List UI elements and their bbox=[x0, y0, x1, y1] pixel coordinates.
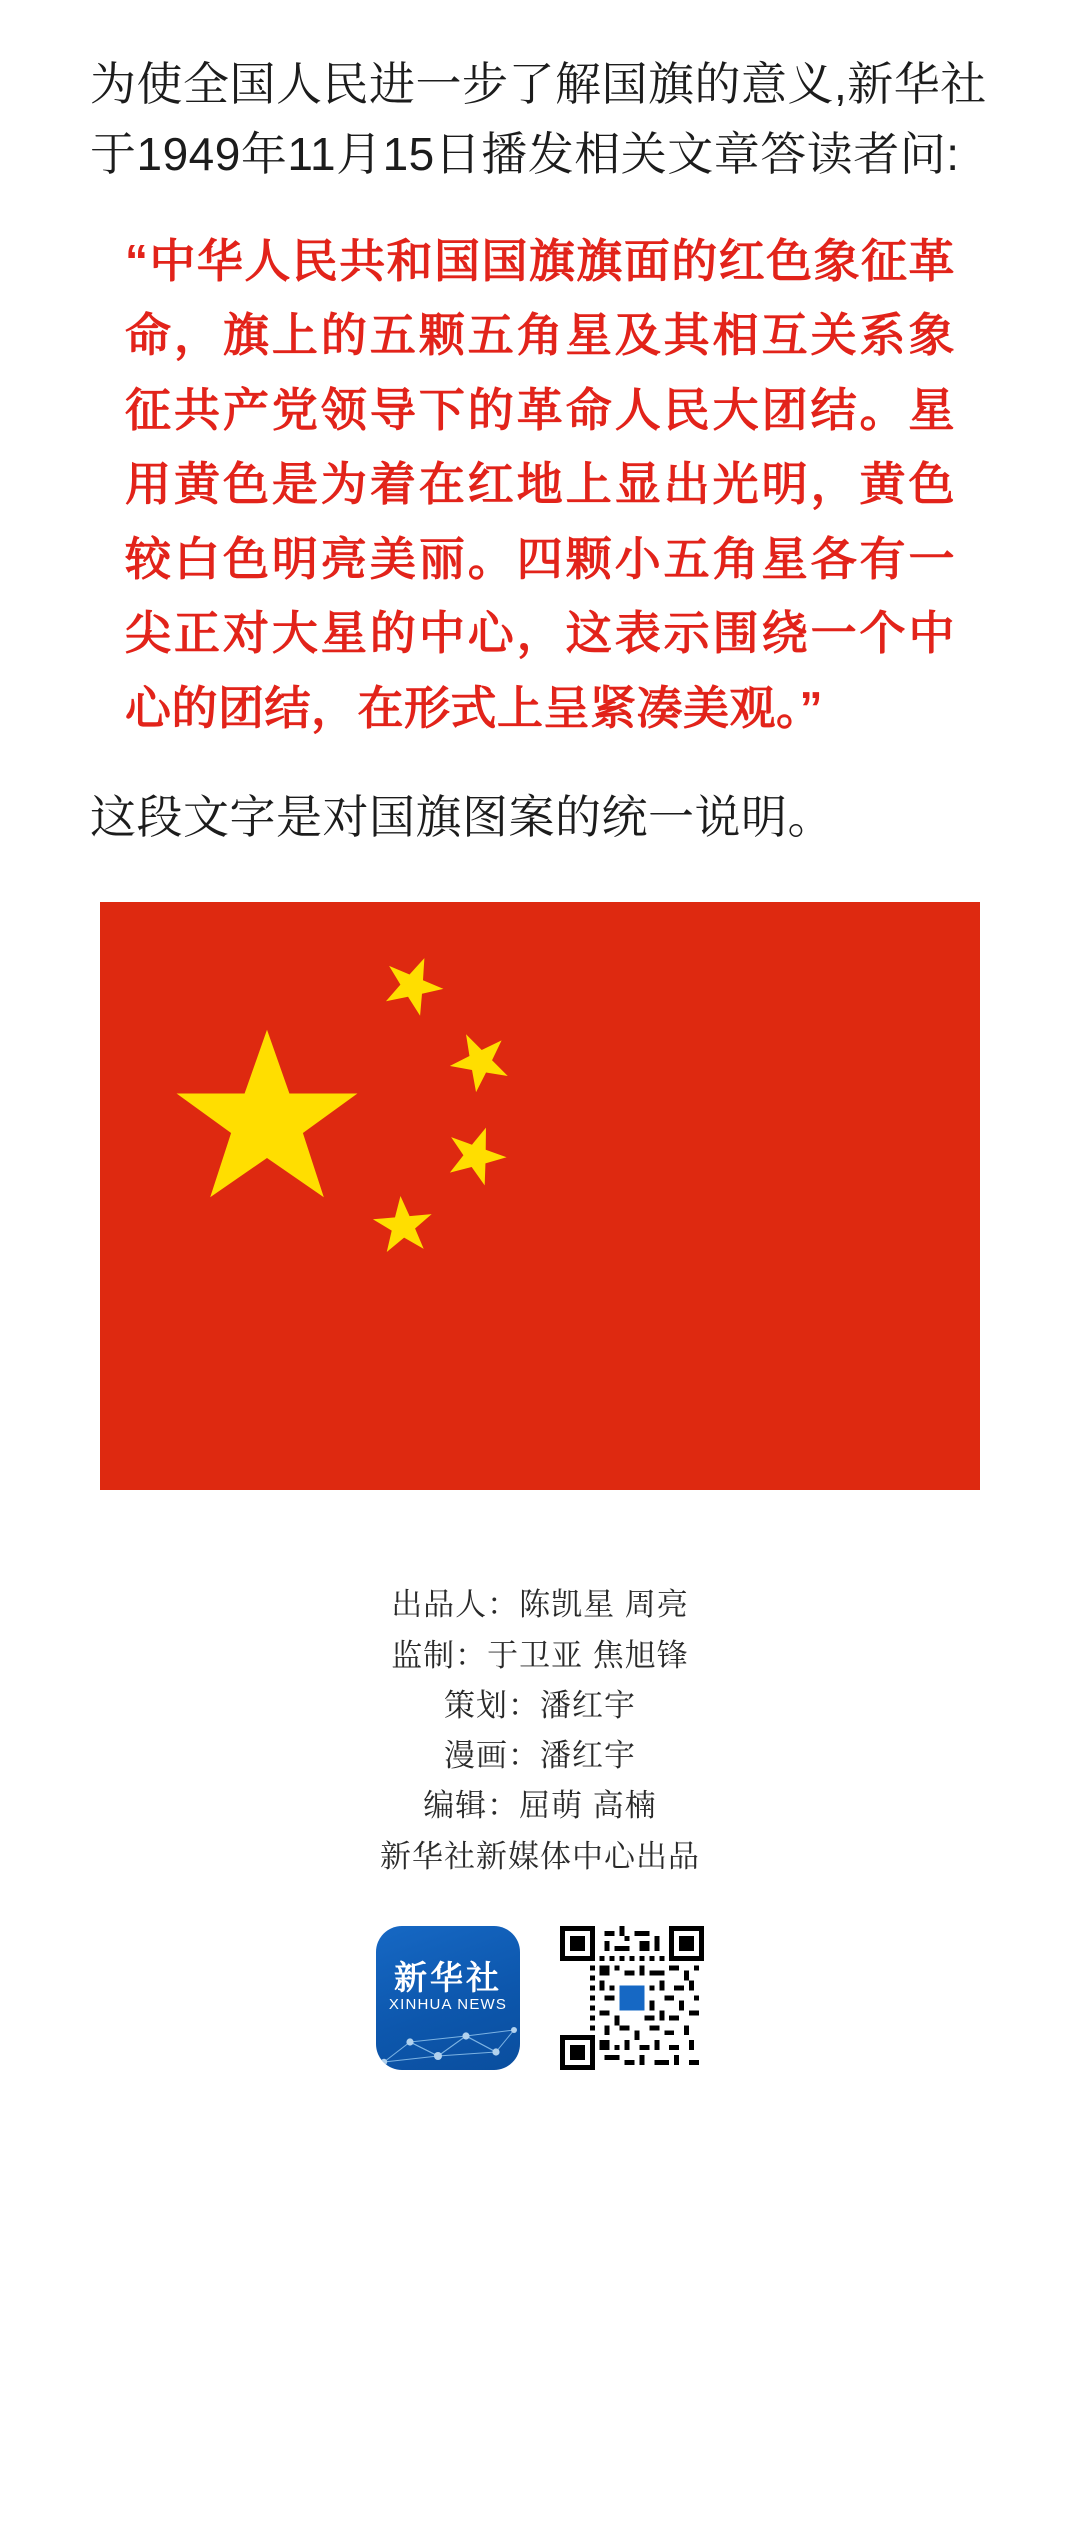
qr-code[interactable] bbox=[560, 1926, 704, 2070]
credits-block bbox=[90, 1580, 990, 1881]
flag-small-star-1 bbox=[382, 954, 444, 1016]
qr-code-image bbox=[560, 1926, 704, 2070]
credit-line: 漫画：潘红宇 bbox=[444, 1738, 636, 1774]
credit-line: 策划：潘红宇 bbox=[444, 1687, 636, 1723]
xinhua-logo-cn: 新华社 bbox=[394, 1958, 502, 1996]
xinhua-logo bbox=[376, 1926, 520, 2070]
closing-paragraph: 这段文字是对国旗图案的统一说明。 bbox=[90, 791, 834, 844]
credit-line: 监制：于卫亚 焦旭锋 bbox=[391, 1637, 689, 1673]
credit-line: 编辑：屈萌 高楠 bbox=[423, 1788, 657, 1824]
network-graphic-icon bbox=[376, 2012, 520, 2070]
footer-logo-row bbox=[260, 1926, 820, 2140]
credit-line: 出品人：陈凯星 周亮 bbox=[391, 1587, 689, 1623]
quoted-statement: “中华人民共和国国旗旗面的红色象征革命，旗上的五颗五角星及其相互关系象征共产党领导下的革命人民大团结。星用黄色是为着在红地上显出光明，黄色较白色明亮美丽。四颗小五角星各有一尖正对大星的中心，这表示围绕一个中心的团结，在形式上呈紧凑美观。” bbox=[125, 234, 955, 734]
xinhua-logo-en: XINHUA NEWS bbox=[388, 1995, 508, 2013]
flag-small-star-2 bbox=[450, 1030, 512, 1092]
intro-paragraph: 为使全国人民进一步了解国旗的意义,新华社于1949年11月15日播发相关文章答读者问: bbox=[90, 58, 987, 180]
credit-line: 新华社新媒体中心出品 bbox=[380, 1838, 700, 1874]
flag-large-star bbox=[172, 1024, 362, 1214]
flag-small-star-4 bbox=[372, 1194, 434, 1256]
flag-small-star-3 bbox=[445, 1124, 507, 1186]
flag-field bbox=[100, 902, 980, 1490]
flag-image bbox=[100, 902, 980, 1490]
